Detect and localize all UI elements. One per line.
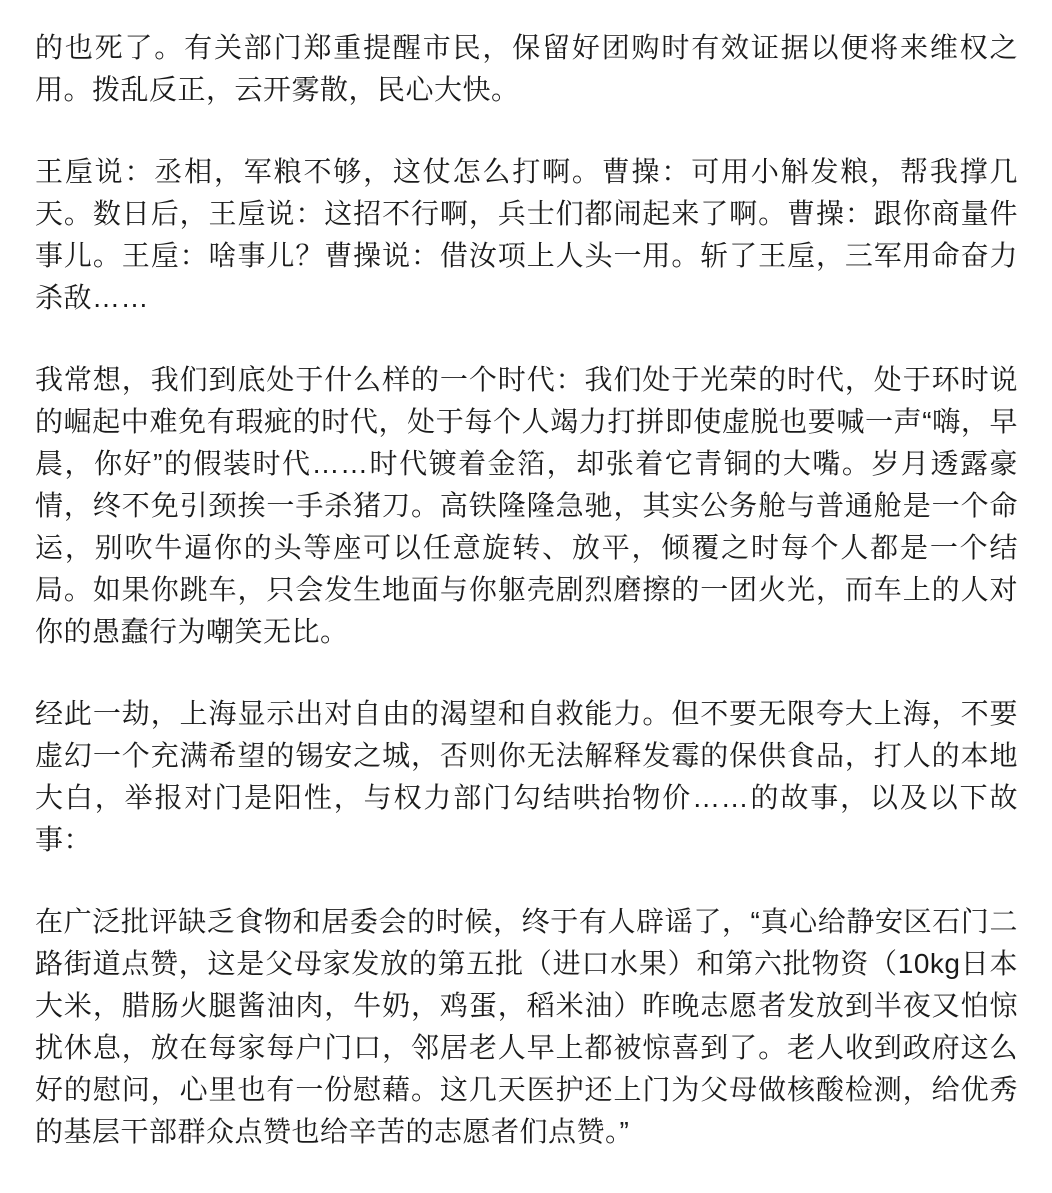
paragraph-rumor-warning: 的也死了。有关部门郑重提醒市民，保留好团购时有效证据以便将来维权之用。拨乱反正，云开雾散，民心大快。: [35, 32, 1018, 105]
paragraph-jingan-supplies-quote: 在广泛批评缺乏食物和居委会的时候，终于有人辟谣了，“真心给静安区石门二路街道点赞，这是父母家发放的第五批（进口水果）和第六批物资（10kg日本大米，腊肠火腿酱油肉，牛奶，鸡蛋，稻米油）昨晚志愿者发放到半夜又怕惊扰休息，放在每家每户门口，邻居老人早上都被惊喜到了。老人收到政府这么好的慰问，心里也有一份慰藉。这几天医护还上门为父母做核酸检测，给优秀的基层干部群众点赞也给辛苦的志愿者们点赞。”: [35, 906, 1018, 1147]
paragraph-shanghai-selfrescue: 经此一劫，上海显示出对自由的渴望和自救能力。但不要无限夸大上海，不要虚幻一个充满希望的锡安之城，否则你无法解释发霉的保供食品，打人的本地大白，举报对门是阳性，与权力部门勾结哄抬物价……的故事，以及以下故事：: [35, 698, 1018, 855]
paragraph-wanghou-caocao: 王垕说：丞相，军粮不够，这仗怎么打啊。曹操：可用小斛发粮，帮我撑几天。数日后，王垕说：这招不行啊，兵士们都闹起来了啊。曹操：跟你商量件事儿。王垕：啥事儿？曹操说：借汝项上人头一用。斩了王垕，三军用命奋力杀敌……: [35, 156, 1018, 313]
paragraph-era-reflection: 我常想，我们到底处于什么样的一个时代：我们处于光荣的时代，处于环时说的崛起中难免有瑕疵的时代，处于每个人竭力打拼即使虚脱也要喊一声“嗨，早晨，你好”的假装时代……时代镀着金箔，却张着它青铜的大嘴。岁月透露豪情，终不免引颈挨一手杀猪刀。高铁隆隆急驰，其实公务舱与普通舱是一个命运，别吹牛逼你的头等座可以任意旋转、放平，倾覆之时每个人都是一个结局。如果你跳车，只会发生地面与你躯壳剧烈磨擦的一团火光，而车上的人对你的愚蠢行为嘲笑无比。: [35, 364, 1018, 647]
